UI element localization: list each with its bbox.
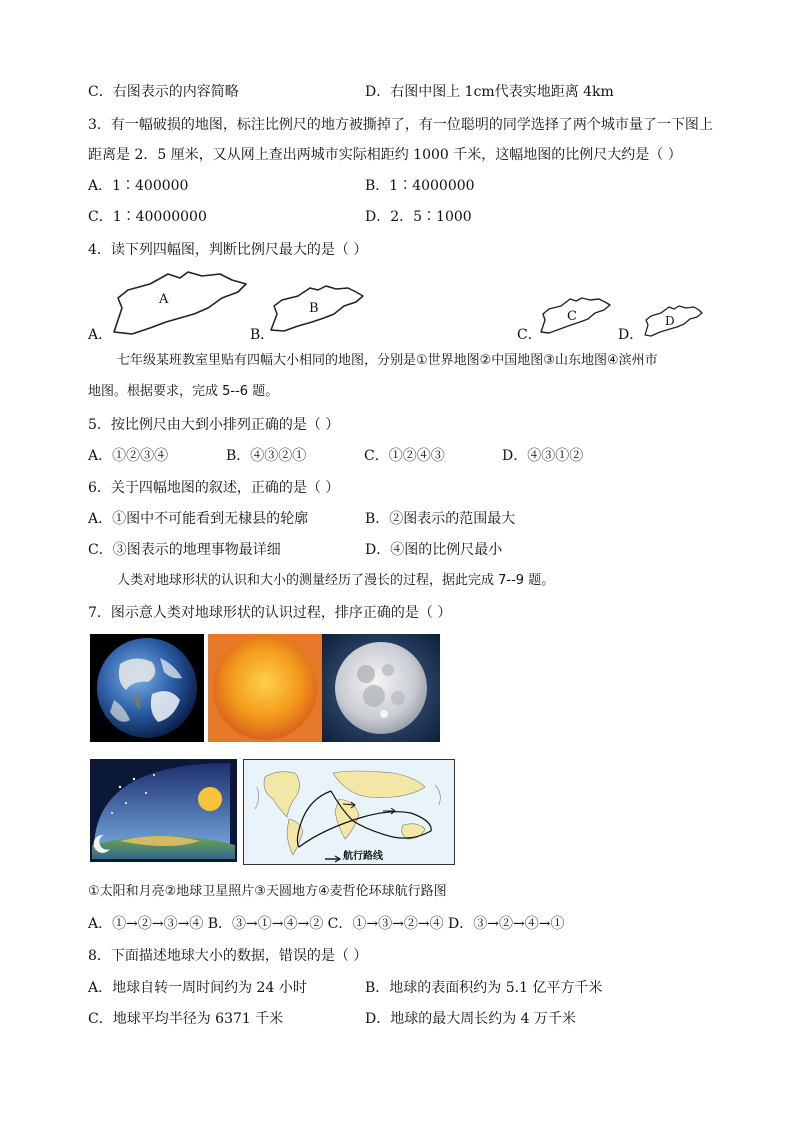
q2-option-d: D．右图中图上 1cm代表实地距离 4km	[365, 84, 614, 100]
q3-stem-line1: 3．有一幅破损的地图，标注比例尺的地方被撕掉了，有一位聪明的同学选择了两个城市量了一下图上	[88, 117, 713, 133]
q6-stem: 6．关于四幅地图的叙述，正确的是（ ）	[88, 480, 340, 496]
intro-5-6-line1: 七年级某班教室里贴有四幅大小相同的地图，分别是①世界地图②中国地图③山东地图④滨州市	[117, 353, 658, 368]
q6-option-d: D．④图的比例尺最小	[365, 542, 503, 558]
earth-satellite-photo	[90, 634, 204, 742]
q3-option-c: C．1∶40000000	[88, 209, 207, 225]
intro-7-9-line1: 人类对地球形状的认识和大小的测量经历了漫长的过程，据此完成 7--9 题。	[117, 573, 555, 588]
q5-option-d: D．④③①②	[502, 448, 584, 464]
q8-option-a: A．地球自转一周时间约为 24 小时	[88, 980, 307, 996]
sun-photo	[208, 634, 322, 742]
q4-shape-a	[110, 268, 250, 338]
map-legend-label: 航行路线	[343, 851, 383, 862]
q6-option-b: B．②图表示的范围最大	[365, 511, 516, 527]
magellan-route-map	[243, 759, 455, 865]
q4-option-c-label: C．	[517, 327, 542, 343]
q8-option-b: B．地球的表面积约为 5.1 亿平方千米	[365, 980, 603, 996]
moon-photo	[322, 634, 440, 742]
q7-caption: ①太阳和月亮②地球卫星照片③天圆地方④麦哲伦环球航行路图	[88, 884, 447, 899]
q5-stem: 5．按比例尺由大到小排列正确的是（ ）	[88, 417, 340, 433]
q8-stem: 8．下面描述地球大小的数据，错误的是（ ）	[88, 948, 368, 964]
q5-option-b: B．④③②①	[226, 448, 307, 464]
q4-shape-a-label: A	[159, 292, 169, 307]
q4-shape-b-label: B	[309, 301, 319, 316]
q3-option-a: A．1∶400000	[88, 178, 189, 194]
q4-shape-c-label: C	[567, 309, 577, 324]
q5-option-c: C．①②④③	[364, 448, 445, 464]
heaven-round-earth-square-illustration	[90, 759, 237, 862]
q4-shape-d-label: D	[665, 314, 675, 328]
intro-5-6-line2: 地图。根据要求，完成 5--6 题。	[88, 384, 279, 399]
q5-option-a: A．①②③④	[88, 448, 169, 464]
q6-option-c: C．③图表示的地理事物最详细	[88, 542, 281, 558]
q7-options: A．①→②→③→④ B．③→①→④→② C．①→③→②→④ D．③→②→④→①	[88, 916, 565, 932]
q8-option-d: D．地球的最大周长约为 4 万千米	[365, 1011, 577, 1027]
q4-option-b-label: B．	[250, 327, 275, 343]
q4-stem: 4．读下列四幅图，判断比例尺最大的是（ ）	[88, 242, 368, 258]
q8-option-c: C．地球平均半径为 6371 千米	[88, 1011, 284, 1027]
q3-option-d: D．2．5∶1000	[365, 209, 472, 225]
q3-option-b: B．1∶4000000	[365, 178, 475, 194]
q3-stem-line2: 距离是 2．5 厘米，又从网上查出两城市实际相距约 1000 千米，这幅地图的比例尺大约是（ ）	[88, 147, 682, 163]
q7-stem: 7．图示意人类对地球形状的认识过程，排序正确的是（ ）	[88, 605, 452, 621]
q6-option-a: A．①图中不可能看到无棣县的轮廓	[88, 511, 309, 527]
q2-option-c: C．右图表示的内容简略	[88, 84, 239, 100]
q4-option-a-label: A．	[88, 327, 113, 343]
q4-option-d-label: D．	[618, 327, 644, 343]
